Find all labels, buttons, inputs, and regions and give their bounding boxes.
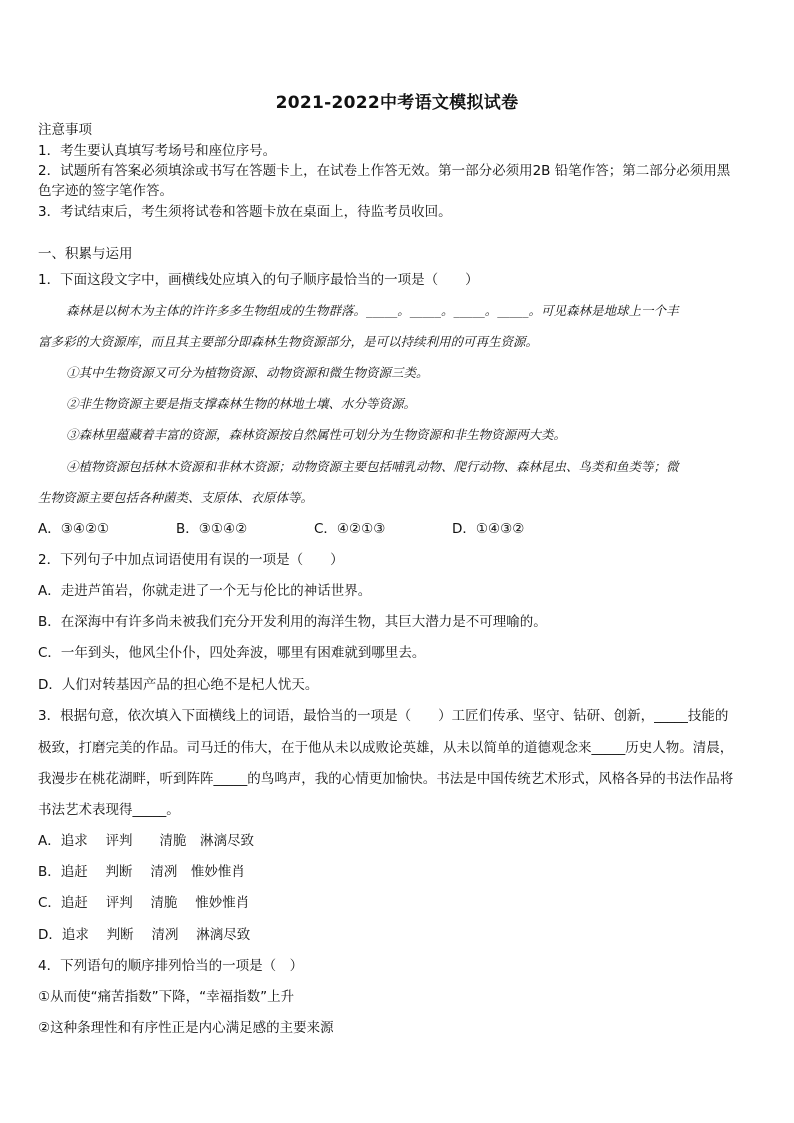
q3-option-c[interactable]: C．追赶 评判 清脆 惟妙惟肖 <box>38 895 250 911</box>
notes-item-2: 2．试题所有答案必须填涂或书写在答题卡上，在试卷上作答无效。第一部分必须用2B 铅笔作答；第二部分必须用黑 <box>38 163 731 179</box>
q3-line-1: 3．根据句意，依次填入下面横线上的词语，最恰当的一项是（ ）工匠们传承、坚守、钻研、创新，_____技能的 <box>38 708 729 724</box>
page-title: 2021-2022中考语文模拟试卷 <box>275 93 519 113</box>
q1-options <box>38 519 590 539</box>
q4-sentence-2: ②这种条理性和有序性正是内心满足感的主要来源 <box>38 1020 334 1036</box>
q1-sentence-2: ②非生物资源主要是指支撑森林生物的林地土壤、水分等资源。 <box>66 396 417 411</box>
q1-sentence-1: ①其中生物资源又可分为植物资源、动物资源和微生物资源三类。 <box>66 365 429 380</box>
q2-option-b[interactable]: B．在深海中有许多尚未被我们充分开发利用的海洋生物，其巨大潜力是不可理喻的。 <box>38 614 547 630</box>
q1-passage-1: 森林是以树木为主体的许许多多生物组成的生物群落。_____。_____。_____。_____。可见森林是地球上一个丰 <box>66 303 679 318</box>
q2-option-d[interactable]: D．人们对转基因产品的担心绝不是杞人忧天。 <box>38 677 319 693</box>
q1-sentence-4a: ④植物资源包括林木资源和非林木资源；动物资源主要包括哺乳动物、爬行动物、森林昆虫、鸟类和鱼类等；微 <box>66 459 679 474</box>
q2-option-c[interactable]: C．一年到头，他风尘仆仆，四处奔波，哪里有困难就到哪里去。 <box>38 645 426 661</box>
q1-sentence-3: ③森林里蕴藏着丰富的资源，森林资源按自然属性可划分为生物资源和非生物资源两大类。 <box>66 427 567 442</box>
q2-option-a[interactable]: A．走进芦笛岩，你就走进了一个无与伦比的神话世界。 <box>38 583 372 599</box>
q1-option-b[interactable]: B．③①④② <box>176 521 248 537</box>
q1-sentence-4b: 生物资源主要包括各种菌类、支原体、衣原体等。 <box>38 490 314 505</box>
q1-option-c[interactable]: C．④②①③ <box>314 521 386 537</box>
q3-line-2: 极致，打磨完美的作品。司马迁的伟大，在于他从未以成败论英雄，从未以简单的道德观念来_____历史人物。清晨， <box>38 740 734 756</box>
q1-option-a[interactable]: A．③④②① <box>38 521 110 537</box>
q4-stem: 4．下列语句的顺序排列恰当的一项是（ ） <box>38 958 304 974</box>
q3-option-a[interactable]: A．追求 评判 清脆 淋漓尽致 <box>38 833 255 849</box>
q3-option-b[interactable]: B．追赶 判断 清冽 惟妙惟肖 <box>38 864 245 880</box>
q4-sentence-1: ①从而使“痛苦指数”下降，“幸福指数”上升 <box>38 989 295 1005</box>
q1-option-d[interactable]: D．①④③② <box>452 521 525 537</box>
q3-line-4: 书法艺术表现得_____。 <box>38 802 180 818</box>
q1-passage-2: 富多彩的大资源库，而且其主要部分即森林生物资源部分，是可以持续利用的可再生资源。 <box>38 334 539 349</box>
q3-line-3: 我漫步在桃花湖畔，听到阵阵_____的鸟鸣声，我的心情更加愉快。书法是中国传统艺术形式，风格各异的书法作品将 <box>38 771 734 787</box>
notes-heading: 注意事项 <box>38 122 92 138</box>
q1-stem: 1．下面这段文字中，画横线处应填入的句子顺序最恰当的一项是（ ） <box>38 272 479 288</box>
notes-item-3: 3．考试结束后，考生须将试卷和答题卡放在桌面上，待监考员收回。 <box>38 204 452 220</box>
q3-option-d[interactable]: D．追求 判断 清冽 淋漓尽致 <box>38 927 251 943</box>
notes-item-1: 1．考生要认真填写考场号和座位序号。 <box>38 143 277 159</box>
section-heading: 一、积累与运用 <box>38 246 133 262</box>
notes-item-2-cont: 色字迹的签字笔作答。 <box>38 183 173 199</box>
q2-stem: 2．下列句子中加点词语使用有误的一项是（ ） <box>38 552 344 568</box>
